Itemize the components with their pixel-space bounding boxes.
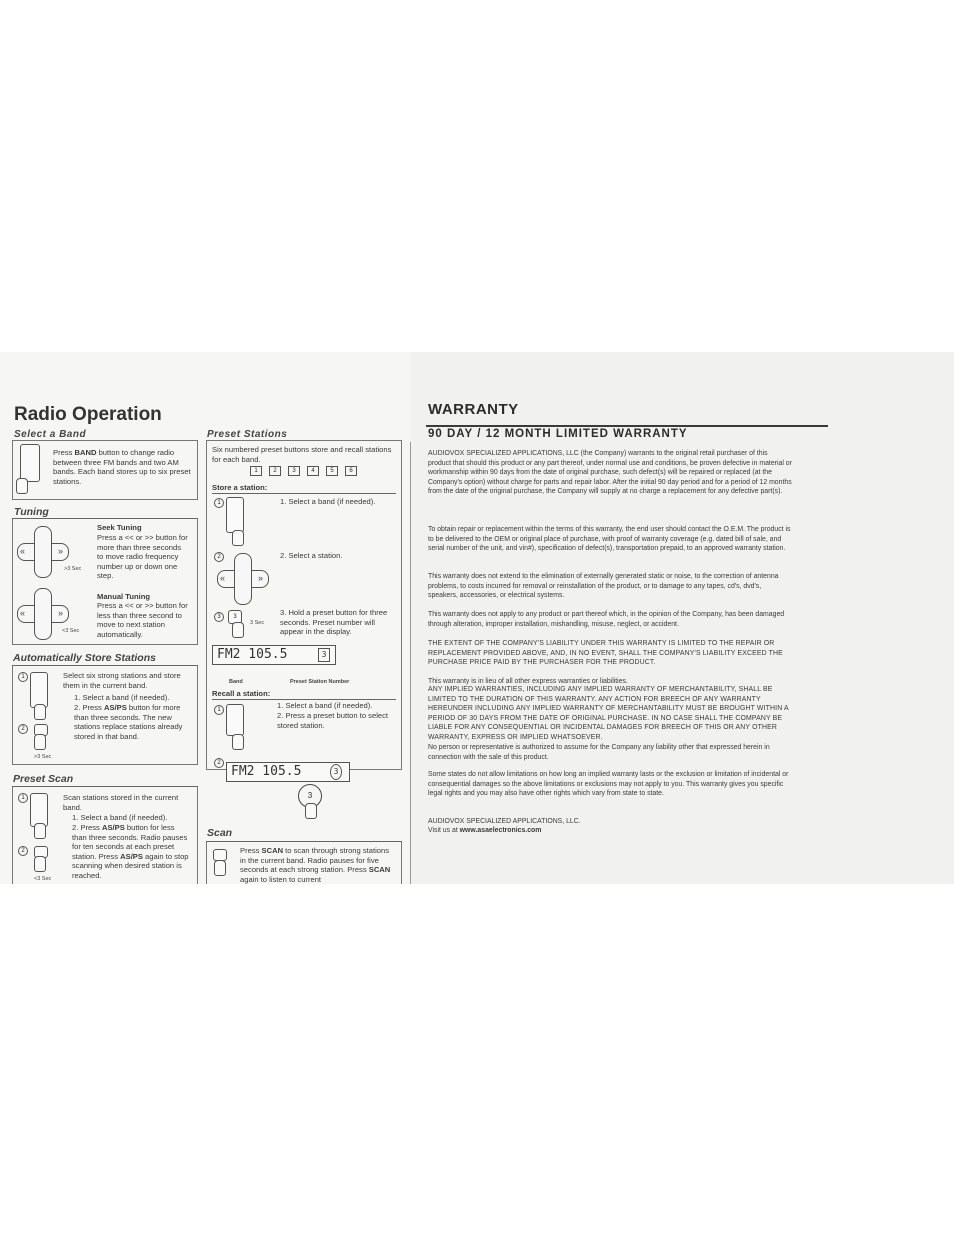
recall-step-1: 1. Select a band (if needed). bbox=[277, 701, 373, 710]
tuning-heading: Tuning bbox=[14, 506, 49, 518]
right-arrow-icon: » bbox=[258, 573, 264, 583]
hand-icon bbox=[16, 478, 28, 494]
seek-time: >3 Sec bbox=[64, 566, 82, 572]
website-link[interactable]: www.asaelectronics.com bbox=[459, 827, 542, 834]
recall-station-label: Recall a station: bbox=[212, 689, 271, 698]
hand-icon bbox=[232, 734, 244, 750]
website-line: Visit us at www.asaelectronics.com bbox=[428, 827, 542, 834]
recall-step-2: 2. Press a preset button to select stored station. bbox=[277, 711, 389, 730]
preset-scan-time: <3 Sec bbox=[34, 876, 52, 882]
title-underline bbox=[426, 425, 828, 427]
step-2-marker: 2 bbox=[214, 552, 224, 562]
step-1-marker: 1 bbox=[214, 498, 224, 508]
warranty-implied-paragraph: ANY IMPLIED WARRANTIES, INCLUDING ANY IMPLIED WARRANTY OF MERCHANTABILITY, SHALL BE LIMITED TO THE DURATION OF THIS WARRANTY. ANY ACTION FOR BREECH OF ANY WARRANTY HEREUNDER INCLUDING ANY IMPLIED WARRANTY OF MERCHANTABILITY MUST BE BROUGHT WITHIN A PERIOD OF 30 DAYS FROM THE DATE OF ORIGINAL PURCHASE. IN NO CASE SHALL THE COMPANY BE LIABLE FOR ANY CONSEQUENTIAL OR INCIDENTAL DAMAGES FOR BREECH OF THIS OR ANY OTHER WARRANTY, EXPRESS OR IMPLIED WHATSOEVER. bbox=[428, 686, 789, 741]
preset-3-button-icon: 3 bbox=[228, 610, 242, 624]
auto-store-heading: Automatically Store Stations bbox=[13, 652, 156, 664]
warranty-paragraph-1: AUDIOVOX SPECIALIZED APPLICATIONS, LLC (the Company) warrants to the original retail purchaser of this product that should this product or any part thereof, under normal use and conditions, be proven defective in material or workmanship within 90 days from the date of original purchase, such defect(s) will be repaired or replaced (at the Company's option) without charge for parts and repair labor. After the initial 90 day period and for a period of 12 months from the date of the original purchase, the Company will supply at no charge a replacement for any defective part(s). bbox=[428, 450, 792, 496]
radio-lcd-display: FM2 105.5 bbox=[212, 645, 336, 665]
band-button-icon bbox=[30, 793, 48, 827]
hand-icon bbox=[34, 734, 46, 750]
auto-store-step-2: 2. Press AS/PS button for more than three seconds. The new stations replace stations already stored in that band. bbox=[74, 703, 183, 741]
manual-tuning-text: Press a << or >> button for less than three second to move to next station automatically. bbox=[97, 601, 188, 639]
warranty-title: WARRANTY bbox=[428, 401, 519, 418]
left-arrow-icon: « bbox=[220, 573, 226, 583]
step-1-marker: 1 bbox=[18, 793, 28, 803]
right-arrow-icon: » bbox=[58, 546, 64, 556]
left-arrow-icon: « bbox=[20, 546, 26, 556]
preset-3-button-icon: 3 bbox=[298, 784, 322, 808]
hand-icon bbox=[34, 823, 46, 839]
step-2-marker: 2 bbox=[18, 846, 28, 856]
preset-button-1: 1 bbox=[250, 466, 262, 476]
preset-scan-step-1: 1. Select a band (if needed). bbox=[72, 813, 168, 822]
warranty-paragraph-2: To obtain repair or replacement within the terms of this warranty, the end user should contact the O.E.M. The product is to be delivered to the OEM or original place of purchase, with proof of warranty coverage (e.g. dated bill of sale, and serial number of the unit, and vin#), specification of defect(s), transportation prepaid, to an approved warranty station. bbox=[428, 526, 791, 553]
hand-icon bbox=[34, 856, 46, 872]
band-label: Band bbox=[229, 679, 243, 685]
warranty-subtitle: 90 DAY / 12 MONTH LIMITED WARRANTY bbox=[428, 428, 688, 440]
step-2-marker: 2 bbox=[214, 758, 224, 768]
store-step-2: 2. Select a station. bbox=[280, 551, 343, 560]
preset-scan-intro: Scan stations stored in the current band. bbox=[63, 793, 179, 812]
manual-time: <3 Sec bbox=[62, 628, 80, 634]
select-band-text: Press BAND button to change radio between three FM bands and two AM bands. Each band stores up to six preset stations. bbox=[53, 448, 191, 486]
seek-tuning-title: Seek Tuning bbox=[97, 523, 142, 532]
store-step-3: 3. Hold a preset button for three seconds. Preset number will appear in the display. bbox=[280, 608, 388, 637]
preset-intro: Six numbered preset buttons store and recall stations for each band. bbox=[212, 445, 392, 464]
preset-button-4: 4 bbox=[307, 466, 319, 476]
store-step-1: 1. Select a band (if needed). bbox=[280, 497, 376, 506]
step-2-marker: 2 bbox=[18, 724, 28, 734]
hold-time: 3 Sec bbox=[250, 620, 265, 626]
preset-stations-heading: Preset Stations bbox=[207, 429, 288, 440]
band-button-icon bbox=[226, 497, 244, 533]
divider bbox=[212, 699, 396, 700]
step-3-marker: 3 bbox=[214, 612, 224, 622]
hand-icon bbox=[232, 622, 244, 638]
warranty-paragraph-3: This warranty does not extend to the elimination of externally generated static or noise, to the correction of antenna problems, to costs incurred for removal or reinstallation of the product, or to damage to any tapes, cd's, dvd's, speakers, accessories, or electrical systems. bbox=[428, 573, 779, 600]
auto-store-intro: Select six strong stations and store them in the current band. bbox=[63, 671, 181, 690]
auto-store-step-1: 1. Select a band (if needed). bbox=[74, 693, 170, 702]
preset-number-display: 3 bbox=[318, 648, 330, 662]
manual-tuning-title: Manual Tuning bbox=[97, 592, 151, 601]
hand-icon bbox=[214, 860, 226, 876]
step-1-marker: 1 bbox=[214, 705, 224, 715]
left-arrow-icon: « bbox=[20, 608, 26, 618]
preset-number-label: Preset Station Number bbox=[290, 679, 350, 685]
scan-text: Press SCAN to scan through strong stations in the current band. Radio pauses for five seconds at each strong station. Press SCAN again to listen to current bbox=[240, 846, 391, 884]
warranty-representative-paragraph: No person or representative is authorized to assume for the Company any liability other that expressed herein in connection with the sale of this product. bbox=[428, 744, 770, 761]
store-station-label: Store a station: bbox=[212, 483, 268, 492]
band-button-icon bbox=[30, 672, 48, 708]
preset-button-2: 2 bbox=[269, 466, 281, 476]
warranty-states-paragraph: Some states do not allow limitations on how long an implied warranty lasts or the exclusion or limitation of incidental or consequential damages so the above limitations or exclusions may not apply to you. This warranty gives you specific legal rights and you may also have other rights which vary from state to state. bbox=[428, 771, 789, 798]
radio-lcd-display: FM2 105.5 bbox=[226, 762, 350, 782]
scan-heading: Scan bbox=[207, 827, 233, 839]
auto-store-time: >3 Sec bbox=[34, 754, 52, 760]
hand-icon bbox=[232, 530, 244, 546]
right-arrow-icon: » bbox=[58, 608, 64, 618]
step-1-marker: 1 bbox=[18, 672, 28, 682]
divider bbox=[212, 493, 396, 494]
warranty-paragraph-4: This warranty does not apply to any product or part thereof which, in the opinion of the Company, has been damaged through alteration, improper installation, mishandling, misuse, neglect, or accident. bbox=[428, 611, 785, 628]
preset-button-3: 3 bbox=[288, 466, 300, 476]
column-divider bbox=[410, 442, 411, 884]
preset-scan-heading: Preset Scan bbox=[13, 773, 74, 785]
warranty-liability-paragraph: THE EXTENT OF THE COMPANY'S LIABILITY UNDER THIS WARRANTY IS LIMITED TO THE REPAIR OR REPLACEMENT PROVIDED ABOVE, AND, IN NO EVENT, SHALL THE COMPANY'S LIABILITY EXCEED THE PURCHASE PRICE PAID BY THE PURCHASER FOR THE PRODUCT. bbox=[428, 640, 783, 667]
warranty-lieu-line: This warranty is in lieu of all other express warranties or liabilities. bbox=[428, 678, 628, 685]
company-name: AUDIOVOX SPECIALIZED APPLICATIONS, LLC. bbox=[428, 818, 581, 825]
preset-scan-step-2: 2. Press AS/PS button for less than three seconds. Radio pauses for ten seconds at each preset station. Press AS/PS again to stop scanning when desired station is reached. bbox=[72, 823, 189, 880]
band-button-icon bbox=[20, 444, 40, 482]
preset-button-6: 6 bbox=[345, 466, 357, 476]
seek-tuning-text: Press a << or >> button for more than three seconds to move radio frequency number up or down one step. bbox=[97, 533, 188, 581]
select-band-heading: Select a Band bbox=[14, 429, 87, 440]
hand-icon bbox=[305, 803, 317, 819]
preset-number-display: 3 bbox=[330, 764, 342, 780]
preset-button-5: 5 bbox=[326, 466, 338, 476]
hand-icon bbox=[34, 704, 46, 720]
band-button-icon bbox=[226, 704, 244, 736]
page-title: Radio Operation bbox=[14, 404, 162, 425]
